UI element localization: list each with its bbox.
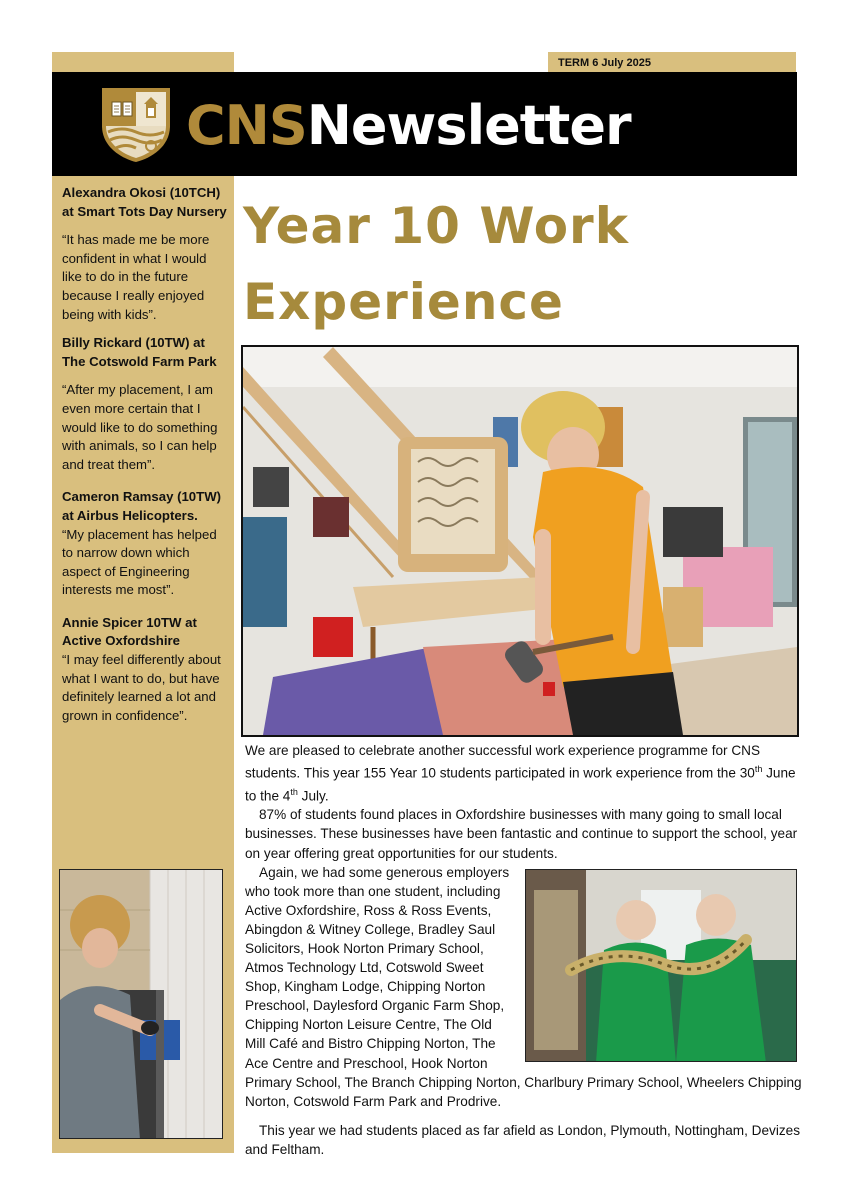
intro-sup-1: th [754,764,763,775]
quote-name-3: Cameron Ramsay (10TW) at Airbus Helicopters. [62,489,222,523]
school-crest-logo [100,86,172,164]
paragraph-oxfordshire: 87% of students found places in Oxfordshire businesses with many going to small local businesses. These businesses have been fantastic and continue to support the school, year on year offering great opportunities for our students. [245,807,798,861]
quote-text-4: “I may feel differently about what I want to do, but have definitely learned a lot and grown in confidence”. [62,652,221,723]
quote-text-1: “It has made me be more confident in what I would like to do in the future because I really enjoyed being with kids”. [62,232,210,322]
brand-newsletter: Newsletter [306,94,631,157]
quote-name-2: Billy Rickard (10TW) at The Cotswold Farm Park [62,335,217,369]
paragraph-employers: Again, we had some generous employers who took more than one student, including Active Oxfordshire, Ross & Ross Events, Abingdon & Witney College, Bradley Saul Solicitors, Hook Norton Primary School, Atmos Technology Ltd, Cotswold Sweet Shop, Kingham Lodge, Chipping Norton Preschool, Daylesford Organic Farm Shop, Chipping Norton Leisure Centre, The Old Mill Café and Bistro Chipping Norton, The Ace Centre and Preschool, Hook Norton Primary School, The Branch Chipping Norton, Charlbury Primary School, Wheelers Chipping Norton, Cotswold Farm Park and Prodrive. [245,864,802,1109]
quote-text-2: “After my placement, I am even more certain that I would like to do something with animals, so I can help and treat them”. [62,382,218,472]
article-body [245,741,805,1159]
quote-name-4: Annie Spicer 10TW at Active Oxfordshire [62,614,197,649]
paragraph-locations: This year we had students placed as far afield as London, Plymouth, Nottingham, Devizes and Feltham. [245,1122,801,1157]
paragraph-intro [245,741,805,805]
quote-name-1: Alexandra Okosi (10TCH) at Smart Tots Day Nursery [62,185,227,219]
intro-part-c: July. [297,788,329,804]
student-quotes [62,184,228,725]
quote-text-3: “My placement has helped to narrow down which aspect of Engineering interests me most”. [62,526,217,598]
newsletter-title [186,86,631,166]
headline-line-1: Year 10 Work [243,197,629,255]
headline-line-2: Experience [243,273,564,331]
upholstery-workshop-photo [241,345,799,737]
intro-sup-2: th [290,786,298,797]
intro-part-a: We are pleased to celebrate another successful work experience programme for CNS students. This year 155 Year 10 students participated in work experience from the 30 [245,743,761,781]
masthead [52,72,797,176]
intro-part-b: June to the 4 [245,765,796,804]
student-engineering-photo [59,869,223,1139]
term-label: TERM 6 July 2025 [548,52,796,72]
brand-cns: CNS [186,94,307,157]
page-headline [243,188,803,340]
students-with-snake-photo [525,869,797,1062]
